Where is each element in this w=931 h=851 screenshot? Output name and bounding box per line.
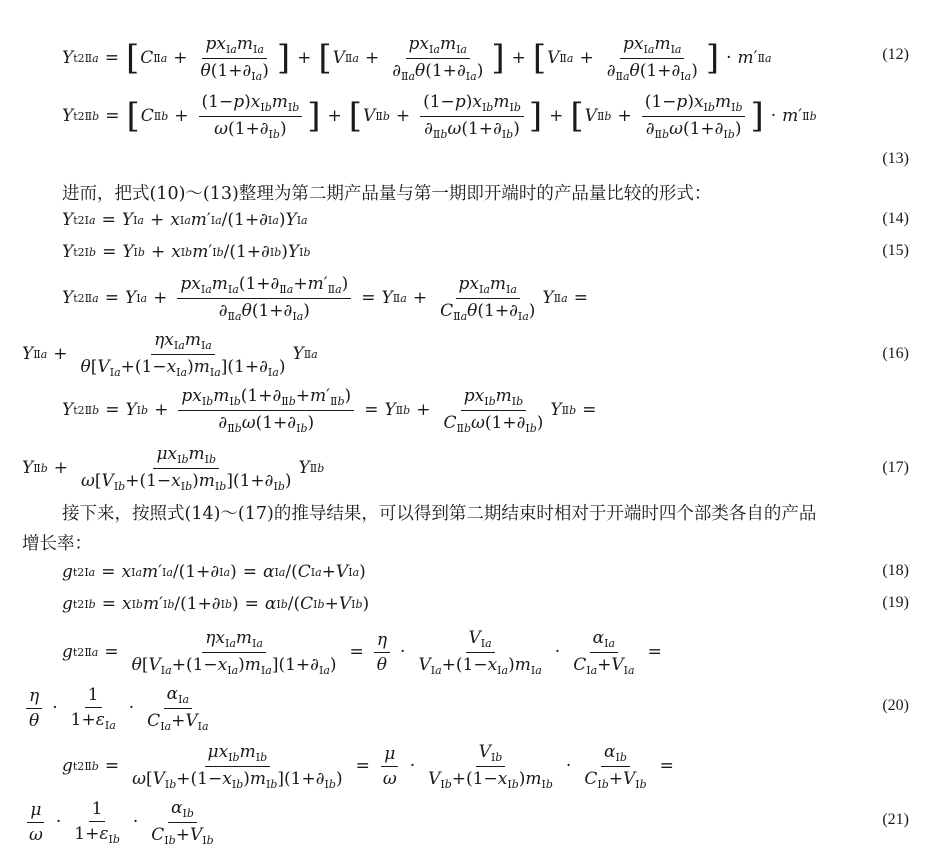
equation-number-16: (16)	[882, 345, 909, 362]
equation-17-line-2: Y Ⅱb + $\frac{\mu x_{Ⅰb}m_{Ⅰb}}{\omega[V_{Ⅰb}+(1-x_{Ⅰb})m_{Ⅰb}](1+\partial_{Ⅰb})}$ Y Ⅱb	[22, 443, 325, 493]
equation-16-line-2: Y Ⅱa + $\frac{\eta x_{Ⅰa}m_{Ⅰa}}{\theta[V_{Ⅰa}+(1-x_{Ⅰa})m_{Ⅰa}](1+\partial_{Ⅰa})}$ Y Ⅱa	[22, 329, 318, 379]
equation-17-line-1: Y t2 Ⅱb = Y Ⅰb + $\frac{px_{Ⅰb}m_{Ⅰb}(1+\partial_{Ⅱb}+m'_{Ⅱb})}{\partial_{Ⅱb}\omega(1+\partial_{Ⅰb})}$ = Y Ⅱb + $\frac{px_{Ⅰb}m_{Ⅰb}}{C_{Ⅱb}\omega(1+\partial_{Ⅰb})}$ Y Ⅱb =	[62, 385, 597, 435]
equation-number-20: (20)	[882, 697, 909, 714]
equation-20-line-1: g t2 Ⅱa = $\frac{\eta x_{Ⅰa}m_{Ⅰa}}{\theta[V_{Ⅰa}+(1-x_{Ⅰa})m_{Ⅰa}](1+\partial_{Ⅰa})}$ = $\frac{\eta}{\theta}$ · $\frac{V_{Ⅰa}}{V_{Ⅰa}+(1-x_{Ⅰa})m_{Ⅰa}}$ · $\frac{\alpha_{Ⅰa}}{C_{Ⅰa}+V_{Ⅰa}}$ =	[62, 627, 662, 677]
equation-number-14: (14)	[882, 210, 909, 227]
equation-number-13: (13)	[882, 150, 909, 167]
equation-18: g t2 Ⅰa = x Ⅰa m ′ Ⅰa /(1+∂ Ⅰa ) = α Ⅰa /( C Ⅰa + V Ⅰa )	[62, 562, 366, 582]
equation-21-line-2: $\frac{\mu}{\omega}$ · $\frac{1}{1+\varepsilon_{Ⅰb}}$ · $\frac{\alpha_{Ⅰb}}{C_{Ⅰb}+V_{Ⅰb}}$	[29, 797, 214, 847]
equation-number-18: (18)	[882, 562, 909, 579]
equation-number-12: (12)	[882, 46, 909, 63]
equation-15: Y t2 Ⅰb = Y Ⅰb + x Ⅰb m ′ Ⅰb /(1+∂ Ⅰb ) Y Ⅰb	[62, 242, 311, 262]
equation-number-19: (19)	[882, 594, 909, 611]
paragraph-intro: 进而，把式(10)～(13)整理为第二期产品量与第一期即开端时的产品量比较的形式：	[62, 184, 712, 204]
equation-number-17: (17)	[882, 459, 909, 476]
equation-number-15: (15)	[882, 242, 909, 259]
equation-12: Y t2 Ⅱa = [ C Ⅱa + $\frac{px_{Ⅰa}m_{Ⅰa}}{\theta(1+\partial_{Ⅰa})}$ ] + [ V Ⅱa + $\frac{px_{Ⅰa}m_{Ⅰa}}{\partial_{Ⅱa}\theta(1+\partial_{Ⅰa})}$ ] + [ V Ⅱa + $\frac{px_{Ⅰa}m_{Ⅰa}}{\partial_{Ⅱa}\theta(1+\partial_{Ⅰa})}$ ] · m ′ Ⅱa	[62, 33, 772, 83]
equation-14: Y t2 Ⅰa = Y Ⅰa + x Ⅰa m ′ Ⅰa /(1+∂ Ⅰa ) Y Ⅰa	[62, 210, 308, 230]
equation-16-line-1: Y t2 Ⅱa = Y Ⅰa + $\frac{px_{Ⅰa}m_{Ⅰa}(1+\partial_{Ⅱa}+m'_{Ⅱa})}{\partial_{Ⅱa}\theta(1+\partial_{Ⅰa})}$ = Y Ⅱa + $\frac{px_{Ⅰa}m_{Ⅰa}}{C_{Ⅱa}\theta(1+\partial_{Ⅰa})}$ Y Ⅱa =	[62, 273, 588, 323]
equation-21-line-1: g t2 Ⅱb = $\frac{\mu x_{Ⅰb}m_{Ⅰb}}{\omega[V_{Ⅰb}+(1-x_{Ⅰb})m_{Ⅰb}](1+\partial_{Ⅰb})}$ = $\frac{\mu}{\omega}$ · $\frac{V_{Ⅰb}}{V_{Ⅰb}+(1-x_{Ⅰb})m_{Ⅰb}}$ · $\frac{\alpha_{Ⅰb}}{C_{Ⅰb}+V_{Ⅰb}}$ =	[62, 741, 674, 791]
equation-13: Y t2 Ⅱb = [ C Ⅱb + $\frac{(1-p)x_{Ⅰb}m_{Ⅰb}}{\omega(1+\partial_{Ⅰb})}$ ] + [ V Ⅱb + $\frac{(1-p)x_{Ⅰb}m_{Ⅰb}}{\partial_{Ⅱb}\omega(1+\partial_{Ⅰb})}$ ] + [ V Ⅱb + $\frac{(1-p)x_{Ⅰb}m_{Ⅰb}}{\partial_{Ⅱb}\omega(1+\partial_{Ⅰb})}$ ] · m ′ Ⅱb	[62, 91, 817, 141]
equation-19: g t2 Ⅰb = x Ⅰb m ′ Ⅰb /(1+∂ Ⅰb ) = α Ⅰb /( C Ⅰb + V Ⅰb )	[62, 594, 370, 614]
equation-number-21: (21)	[882, 811, 909, 828]
paragraph-next-line-2: 增长率：	[22, 534, 92, 554]
equation-20-line-2: $\frac{\eta}{\theta}$ · $\frac{1}{1+\varepsilon_{Ⅰa}}$ · $\frac{\alpha_{Ⅰa}}{C_{Ⅰa}+V_{Ⅰa}}$	[22, 684, 216, 732]
paragraph-next-line-1: 接下来，按照式(14)～(17)的推导结果，可以得到第二期结束时相对于开端时四个部类各自的产品	[62, 504, 817, 524]
